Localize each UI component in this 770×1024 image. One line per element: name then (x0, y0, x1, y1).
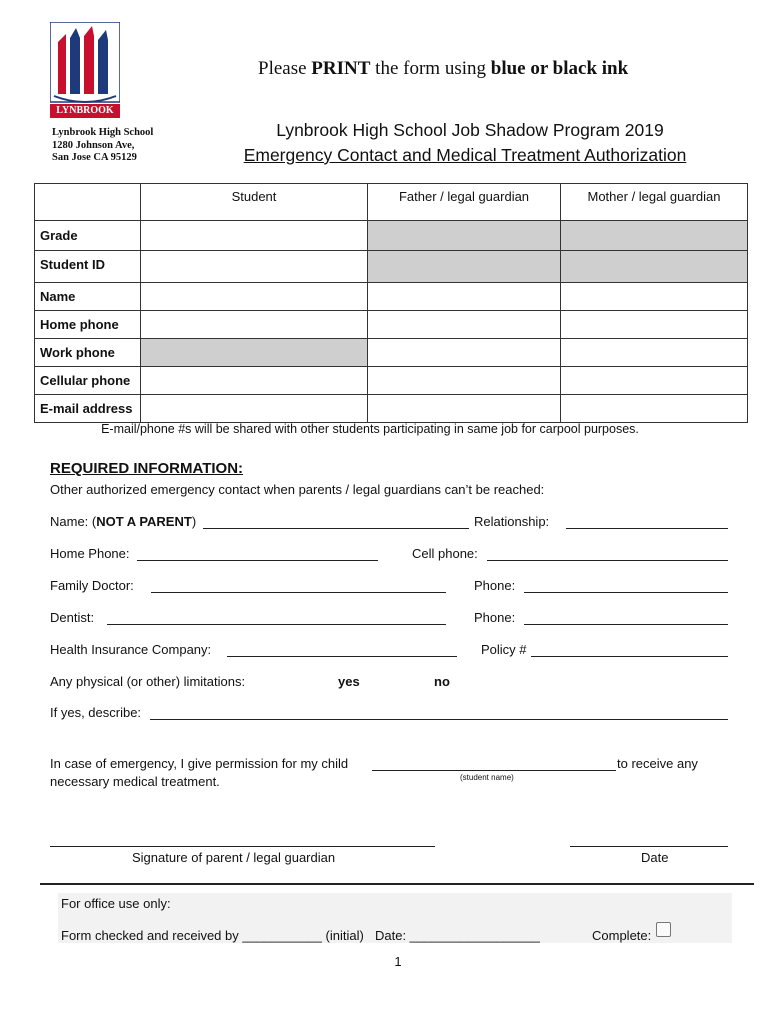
corner-cell (35, 184, 141, 221)
email-father-field[interactable] (368, 395, 561, 423)
address-line1: 1280 Johnson Ave, (52, 139, 135, 151)
address-line2: San Jose CA 95129 (52, 152, 137, 163)
dentist-phone-field[interactable] (524, 624, 728, 625)
student-name-field[interactable] (372, 770, 616, 771)
name-student-field[interactable] (141, 283, 368, 311)
relationship-label: Relationship: (474, 514, 550, 529)
student-name-caption: (student name) (460, 773, 514, 782)
dentist-field[interactable] (107, 624, 446, 625)
limitations-label: Any physical (or other) limitations: (50, 674, 246, 689)
email-student-field[interactable] (141, 395, 368, 423)
relationship-field[interactable] (566, 528, 728, 529)
page-number: 1 (394, 954, 402, 969)
permission-line1: In case of emergency, I give permission for my child (50, 756, 349, 771)
signature-field[interactable] (50, 846, 435, 847)
office-complete: Complete: (592, 928, 652, 943)
form-subtitle: Emergency Contact and Medical Treatment Authorization (243, 145, 687, 165)
date-label: Date (641, 850, 669, 865)
policy-label: Policy # (481, 642, 527, 657)
name-bold: NOT A PARENT (96, 514, 192, 529)
required-heading: REQUIRED INFORMATION: (50, 460, 244, 477)
col-father: Father / legal guardian (368, 184, 561, 221)
grade-mother-field (561, 221, 748, 251)
grade-student-field[interactable] (141, 221, 368, 251)
homephone-father-field[interactable] (368, 311, 561, 339)
workphone-student-field (141, 339, 368, 367)
logo-text: LYNBROOK (56, 105, 114, 116)
permission-line2: necessary medical treatment. (50, 774, 220, 789)
cell-phone-field[interactable] (487, 560, 728, 561)
describe-field[interactable] (150, 719, 728, 720)
doctor-phone-field[interactable] (524, 592, 728, 593)
family-doctor-label: Family Doctor: (50, 578, 134, 593)
office-title: For office use only: (61, 896, 171, 911)
row-email-label: E-mail address (35, 395, 141, 423)
divider (40, 883, 754, 885)
doctor-phone-label: Phone: (474, 578, 516, 593)
required-intro: Other authorized emergency contact when parents / legal guardians can’t be reached: (50, 482, 545, 497)
signature-label: Signature of parent / legal guardian (132, 850, 336, 865)
col-mother: Mother / legal guardian (561, 184, 748, 221)
cellular-student-field[interactable] (141, 367, 368, 395)
family-doctor-field[interactable] (151, 592, 446, 593)
email-mother-field[interactable] (561, 395, 748, 423)
form-title: Lynbrook High School Job Shadow Program 2019 (276, 120, 664, 140)
emergency-name-field[interactable] (203, 528, 469, 529)
insurance-field[interactable] (227, 656, 457, 657)
name-father-field[interactable] (368, 283, 561, 311)
ink-instruction (258, 58, 628, 80)
office-checked: Form checked and received by ___________ (initial) (61, 928, 364, 943)
complete-checkbox[interactable] (656, 922, 671, 937)
home-phone-field[interactable] (137, 560, 378, 561)
row-workphone-label: Work phone (35, 339, 141, 367)
row-cellular-label: Cellular phone (35, 367, 141, 395)
contact-table (34, 183, 748, 423)
office-date: Date: __________________ (375, 928, 540, 943)
limitations-yes[interactable]: yes (338, 674, 360, 689)
name-pre: Name: ( (50, 514, 97, 529)
name-label (50, 514, 196, 529)
cellular-father-field[interactable] (368, 367, 561, 395)
grade-father-field (368, 221, 561, 251)
name-mother-field[interactable] (561, 283, 748, 311)
limitations-no[interactable]: no (434, 674, 450, 689)
homephone-student-field[interactable] (141, 311, 368, 339)
col-student: Student (141, 184, 368, 221)
studentid-student-field[interactable] (141, 251, 368, 283)
school-name: Lynbrook High School (52, 127, 154, 138)
insurance-label: Health Insurance Company: (50, 642, 212, 657)
describe-label: If yes, describe: (50, 705, 142, 720)
policy-field[interactable] (531, 656, 728, 657)
ink-pre: Please (258, 58, 312, 79)
workphone-father-field[interactable] (368, 339, 561, 367)
cell-phone-label: Cell phone: (412, 546, 478, 561)
home-phone-label: Home Phone: (50, 546, 130, 561)
permission-line1-end: to receive any (617, 756, 698, 771)
date-field[interactable] (570, 846, 728, 847)
studentid-mother-field (561, 251, 748, 283)
dentist-label: Dentist: (50, 610, 95, 625)
workphone-mother-field[interactable] (561, 339, 748, 367)
ink-mid: the form using (370, 58, 491, 79)
ink-color: blue or black ink (490, 58, 629, 79)
name-post: ) (191, 514, 197, 529)
studentid-father-field (368, 251, 561, 283)
carpool-note: E-mail/phone #s will be shared with other students participating in same job for carpool purposes. (101, 422, 639, 436)
row-grade-label: Grade (35, 221, 141, 251)
cellular-mother-field[interactable] (561, 367, 748, 395)
ink-print: PRINT (311, 58, 371, 79)
row-homephone-label: Home phone (35, 311, 141, 339)
homephone-mother-field[interactable] (561, 311, 748, 339)
row-name-label: Name (35, 283, 141, 311)
row-studentid-label: Student ID (35, 251, 141, 283)
dentist-phone-label: Phone: (474, 610, 516, 625)
